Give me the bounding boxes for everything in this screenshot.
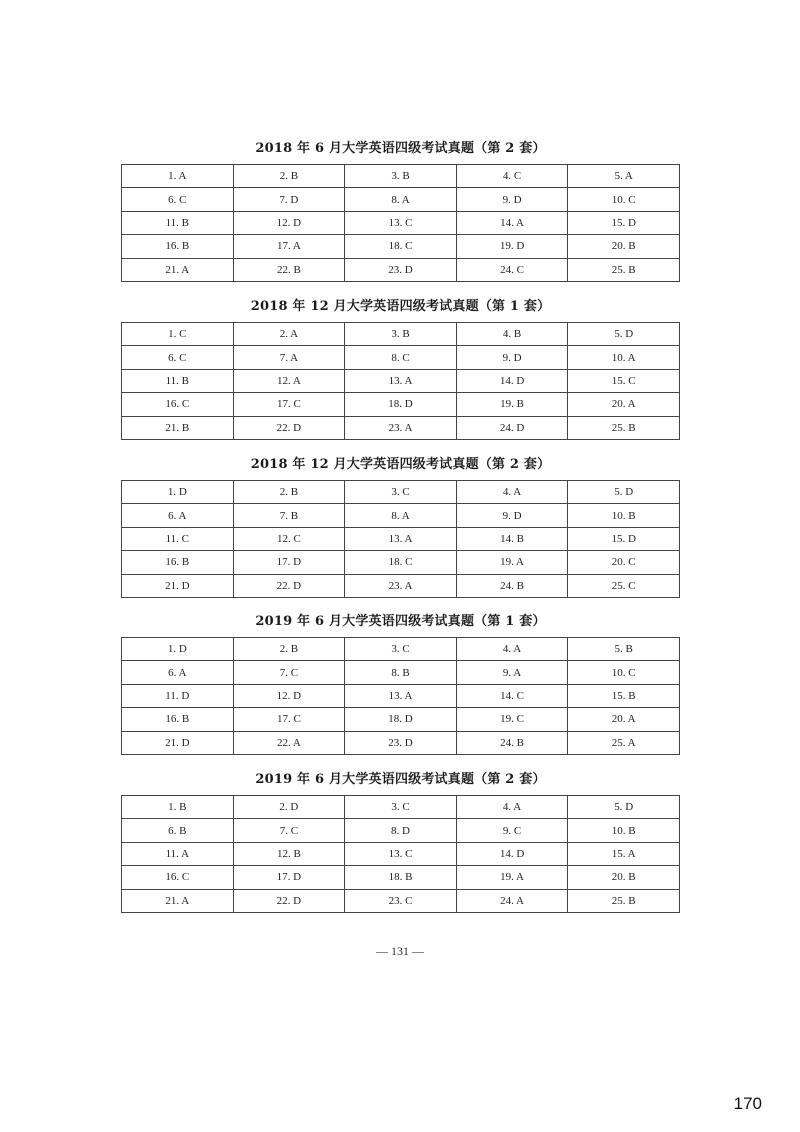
table-row — [122, 211, 680, 234]
table-row — [122, 416, 680, 439]
answer-cell: 24. C — [456, 258, 568, 281]
answer-cell: 18. C — [345, 235, 457, 258]
answer-cell: 7. B — [233, 504, 345, 527]
answer-cell: 14. B — [456, 527, 568, 550]
answer-cell: 12. B — [233, 842, 345, 865]
answer-cell: 15. A — [568, 842, 680, 865]
answer-cell: 3. B — [345, 323, 457, 346]
answer-table — [121, 795, 680, 913]
book-page-folio: — 131 — — [376, 944, 424, 958]
answer-cell: 10. B — [568, 819, 680, 842]
answer-cell: 19. A — [456, 866, 568, 889]
answer-cell: 17. A — [233, 235, 345, 258]
answer-cell: 17. C — [233, 708, 345, 731]
answer-cell: 16. C — [122, 866, 234, 889]
answer-cell: 10. B — [568, 504, 680, 527]
answer-cell: 6. C — [122, 188, 234, 211]
answer-cell: 12. D — [233, 211, 345, 234]
answer-cell: 22. D — [233, 574, 345, 597]
answer-cell: 15. B — [568, 684, 680, 707]
answer-cell: 5. D — [568, 323, 680, 346]
answer-cell: 21. D — [122, 574, 234, 597]
answer-cell: 11. B — [122, 369, 234, 392]
answer-table — [121, 637, 680, 755]
table-row — [122, 235, 680, 258]
answer-cell: 2. D — [233, 796, 345, 819]
table-row — [122, 574, 680, 597]
answer-cell: 25. B — [568, 416, 680, 439]
answer-cell: 22. D — [233, 416, 345, 439]
table-row — [122, 731, 680, 754]
table-row — [122, 393, 680, 416]
answer-cell: 1. B — [122, 796, 234, 819]
answer-cell: 21. A — [122, 889, 234, 912]
section-title: 2018 年 12 月大学英语四级考试真题（第 2 套） — [250, 457, 551, 472]
answer-cell: 1. C — [122, 323, 234, 346]
answer-cell: 11. C — [122, 527, 234, 550]
answer-cell: 6. C — [122, 346, 234, 369]
answer-cell: 3. C — [345, 481, 457, 504]
section-title: 2019 年 6 月大学英语四级考试真题（第 2 套） — [255, 772, 546, 787]
answer-cell: 22. B — [233, 258, 345, 281]
answer-cell: 6. A — [122, 504, 234, 527]
answer-cell: 4. A — [456, 796, 568, 819]
answer-cell: 3. C — [345, 638, 457, 661]
table-row — [122, 527, 680, 550]
answer-cell: 10. C — [568, 188, 680, 211]
answer-cell: 2. B — [233, 638, 345, 661]
section-title: 2018 年 6 月大学英语四级考试真题（第 2 套） — [255, 141, 546, 156]
answer-cell: 22. A — [233, 731, 345, 754]
answer-cell: 12. A — [233, 369, 345, 392]
answer-cell: 20. A — [568, 708, 680, 731]
table-row — [122, 684, 680, 707]
table-row — [122, 165, 680, 188]
table-row — [122, 708, 680, 731]
answer-cell: 24. B — [456, 731, 568, 754]
table-row — [122, 889, 680, 912]
answer-cell: 17. C — [233, 393, 345, 416]
answer-cell: 14. D — [456, 369, 568, 392]
answer-cell: 17. D — [233, 866, 345, 889]
answer-cell: 10. C — [568, 661, 680, 684]
table-row — [122, 346, 680, 369]
answer-cell: 13. A — [345, 684, 457, 707]
answer-section-2018-12-set1 — [121, 298, 680, 440]
answer-cell: 24. D — [456, 416, 568, 439]
answer-cell: 5. D — [568, 481, 680, 504]
answer-cell: 4. A — [456, 481, 568, 504]
answer-cell: 16. C — [122, 393, 234, 416]
answer-cell: 15. D — [568, 211, 680, 234]
answer-cell: 7. C — [233, 819, 345, 842]
table-row — [122, 866, 680, 889]
answer-cell: 6. B — [122, 819, 234, 842]
answer-cell: 13. A — [345, 527, 457, 550]
answer-cell: 20. C — [568, 551, 680, 574]
answer-cell: 11. A — [122, 842, 234, 865]
answer-cell: 4. A — [456, 638, 568, 661]
answer-section-2019-06-set2 — [121, 771, 680, 913]
table-row — [122, 638, 680, 661]
answer-cell: 19. C — [456, 708, 568, 731]
answer-cell: 24. A — [456, 889, 568, 912]
answer-cell: 19. B — [456, 393, 568, 416]
answer-cell: 7. D — [233, 188, 345, 211]
answer-section-2018-06-set2 — [121, 140, 680, 282]
answer-cell: 1. D — [122, 481, 234, 504]
answer-cell: 18. B — [345, 866, 457, 889]
answer-cell: 23. D — [345, 258, 457, 281]
answer-cell: 2. B — [233, 165, 345, 188]
answer-cell: 9. D — [456, 188, 568, 211]
answer-table — [121, 164, 680, 282]
answer-cell: 14. C — [456, 684, 568, 707]
scan-page-number: 170 — [733, 1094, 762, 1113]
table-row — [122, 504, 680, 527]
answer-cell: 1. D — [122, 638, 234, 661]
answer-cell: 19. D — [456, 235, 568, 258]
answer-cell: 18. C — [345, 551, 457, 574]
answer-cell: 4. C — [456, 165, 568, 188]
section-title: 2018 年 12 月大学英语四级考试真题（第 1 套） — [250, 299, 551, 314]
answer-cell: 8. A — [345, 504, 457, 527]
answer-cell: 21. A — [122, 258, 234, 281]
answer-cell: 25. B — [568, 889, 680, 912]
answer-cell: 16. B — [122, 551, 234, 574]
answer-cell: 2. A — [233, 323, 345, 346]
answer-cell: 14. D — [456, 842, 568, 865]
answer-cell: 22. D — [233, 889, 345, 912]
answer-cell: 20. A — [568, 393, 680, 416]
answer-cell: 12. D — [233, 684, 345, 707]
answer-cell: 5. D — [568, 796, 680, 819]
answer-cell: 19. A — [456, 551, 568, 574]
answer-cell: 25. A — [568, 731, 680, 754]
answer-cell: 8. A — [345, 188, 457, 211]
answer-cell: 18. D — [345, 708, 457, 731]
answer-cell: 25. B — [568, 258, 680, 281]
table-row — [122, 819, 680, 842]
answer-cell: 9. D — [456, 346, 568, 369]
answer-cell: 15. C — [568, 369, 680, 392]
table-row — [122, 551, 680, 574]
answer-cell: 20. B — [568, 866, 680, 889]
answer-cell: 7. C — [233, 661, 345, 684]
answer-cell: 3. C — [345, 796, 457, 819]
section-title: 2019 年 6 月大学英语四级考试真题（第 1 套） — [255, 614, 546, 629]
answer-cell: 14. A — [456, 211, 568, 234]
answer-cell: 17. D — [233, 551, 345, 574]
answer-table — [121, 480, 680, 598]
answer-cell: 9. C — [456, 819, 568, 842]
answer-cell: 15. D — [568, 527, 680, 550]
answer-cell: 24. B — [456, 574, 568, 597]
answer-cell: 21. D — [122, 731, 234, 754]
answer-section-2019-06-set1 — [121, 613, 680, 755]
answer-cell: 25. C — [568, 574, 680, 597]
answer-cell: 23. A — [345, 416, 457, 439]
answer-cell: 2. B — [233, 481, 345, 504]
answer-cell: 11. D — [122, 684, 234, 707]
answer-cell: 23. C — [345, 889, 457, 912]
answer-cell: 9. A — [456, 661, 568, 684]
answer-cell: 23. A — [345, 574, 457, 597]
answer-cell: 23. D — [345, 731, 457, 754]
table-row — [122, 258, 680, 281]
answer-cell: 9. D — [456, 504, 568, 527]
answer-cell: 7. A — [233, 346, 345, 369]
answer-cell: 16. B — [122, 235, 234, 258]
answer-cell: 13. C — [345, 211, 457, 234]
answer-table — [121, 322, 680, 440]
answer-cell: 5. B — [568, 638, 680, 661]
answer-section-2018-12-set2 — [121, 456, 680, 598]
answer-cell: 20. B — [568, 235, 680, 258]
answer-cell: 13. A — [345, 369, 457, 392]
answer-cell: 21. B — [122, 416, 234, 439]
answer-cell: 8. C — [345, 346, 457, 369]
table-row — [122, 661, 680, 684]
answer-cell: 8. D — [345, 819, 457, 842]
answer-cell: 6. A — [122, 661, 234, 684]
answer-cell: 3. B — [345, 165, 457, 188]
answer-cell: 12. C — [233, 527, 345, 550]
answer-cell: 8. B — [345, 661, 457, 684]
answer-cell: 10. A — [568, 346, 680, 369]
table-row — [122, 842, 680, 865]
answer-cell: 11. B — [122, 211, 234, 234]
answer-cell: 18. D — [345, 393, 457, 416]
answer-cell: 5. A — [568, 165, 680, 188]
table-row — [122, 369, 680, 392]
answer-cell: 16. B — [122, 708, 234, 731]
table-row — [122, 796, 680, 819]
answer-cell: 13. C — [345, 842, 457, 865]
table-row — [122, 323, 680, 346]
answer-cell: 4. B — [456, 323, 568, 346]
answer-cell: 1. A — [122, 165, 234, 188]
table-row — [122, 188, 680, 211]
table-row — [122, 481, 680, 504]
